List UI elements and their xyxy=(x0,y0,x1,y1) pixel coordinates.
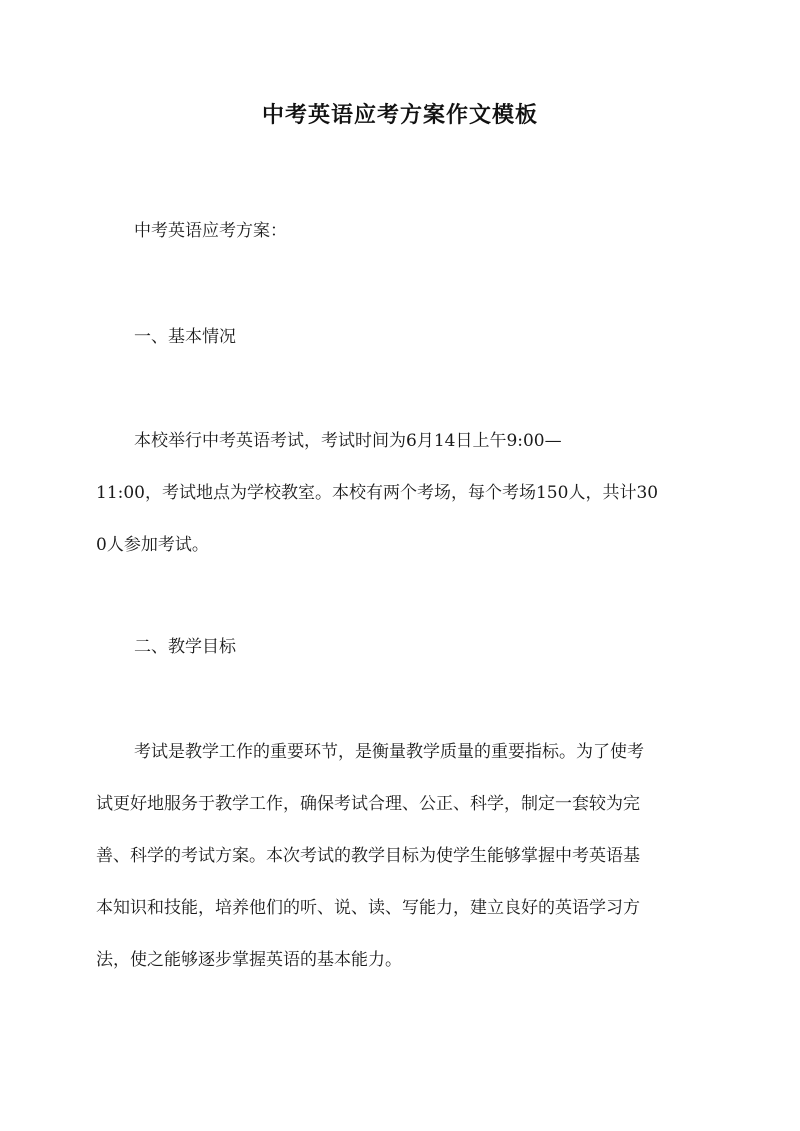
intro-text: 中考英语应考方案： xyxy=(134,221,287,241)
section1-heading xyxy=(96,311,704,363)
section2-paragraph xyxy=(96,726,704,986)
section1-heading-text: 一、基本情况 xyxy=(134,327,236,347)
section2-heading xyxy=(96,621,704,673)
document-title: 中考英语应考方案作文模板 xyxy=(261,102,538,128)
section1-line: 11:00，考试地点为学校教室。本校有两个考场，每个考场150人，共计30 xyxy=(96,483,659,503)
intro-paragraph xyxy=(96,205,704,257)
section2-line: 善、科学的考试方案。本次考试的教学目标为使学生能够掌握中考英语基 xyxy=(96,846,640,866)
section2-line: 本知识和技能，培养他们的听、说、读、写能力，建立良好的英语学习方 xyxy=(96,898,640,918)
section1-line: 0人参加考试。 xyxy=(96,535,209,555)
section2-line: 试更好地服务于教学工作，确保考试合理、公正、科学，制定一套较为完 xyxy=(96,794,640,814)
section2-line: 法，使之能够逐步掌握英语的基本能力。 xyxy=(96,950,402,970)
section1-paragraph xyxy=(96,415,704,571)
section2-line: 考试是教学工作的重要环节，是衡量教学质量的重要指标。为了使考 xyxy=(134,742,644,762)
section1-line: 本校举行中考英语考试，考试时间为6月14日上午9:00— xyxy=(134,431,562,451)
section2-heading-text: 二、教学目标 xyxy=(134,637,236,657)
